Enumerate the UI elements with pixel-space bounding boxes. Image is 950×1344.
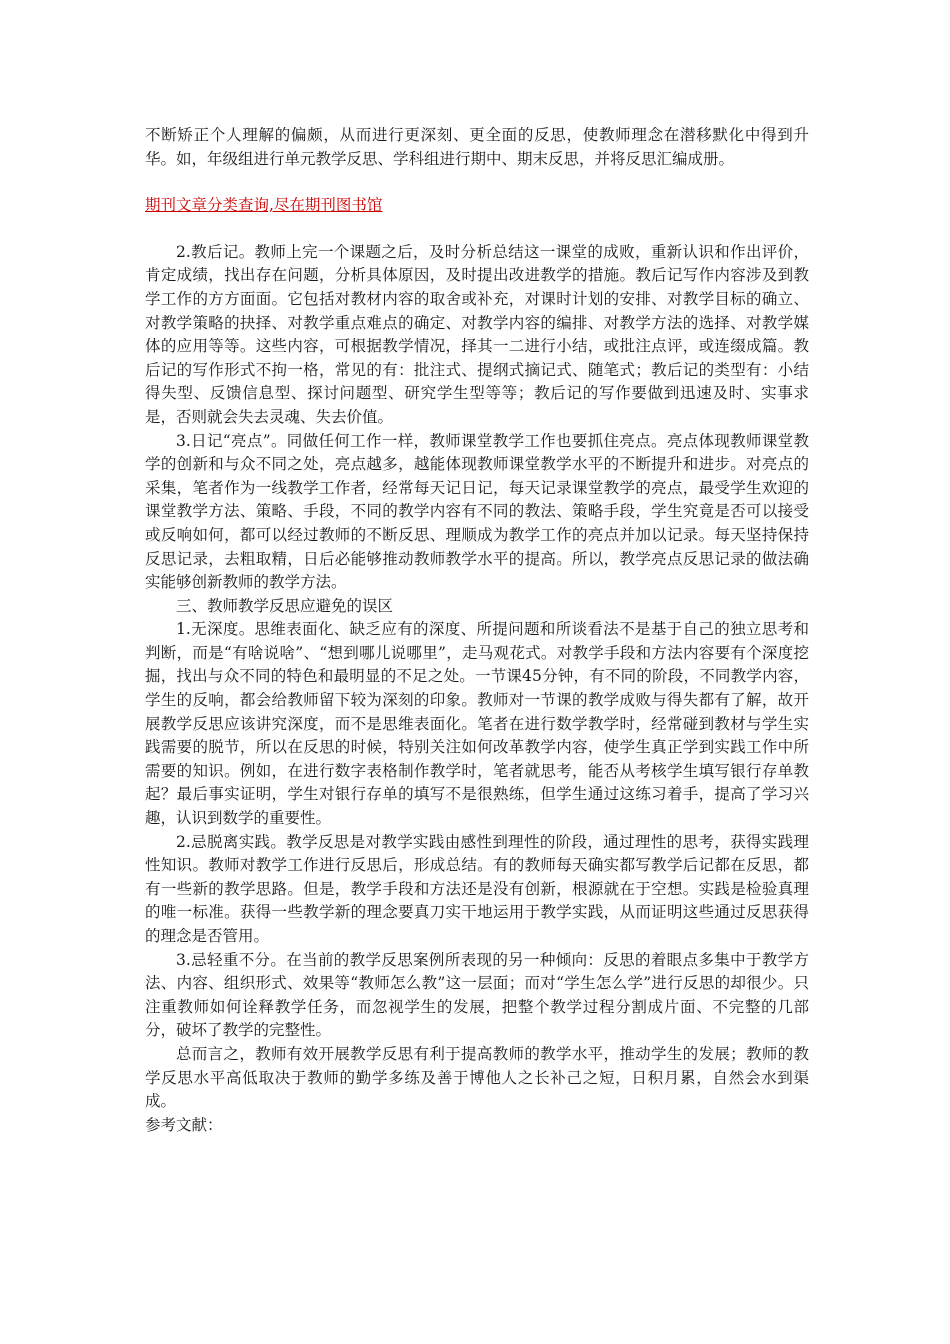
spacer (145, 171, 809, 194)
intro-paragraph: 不断矫正个人理解的偏颇，从而进行更深刻、更全面的反思，使教师理念在潜移默化中得到升华。如，年级组进行单元教学反思、学科组进行期中、期末反思，并将反思汇编成册。 (145, 126, 809, 168)
section-heading-misconceptions: 三、教师教学反思应避免的误区 (176, 596, 394, 615)
references-heading: 参考文献： (145, 1115, 223, 1134)
paragraph-no-depth: 1.无深度。思维表面化、缺乏应有的深度、所提问题和所谈看法不是基于自己的独立思考和判断，而是“有啥说啥”、“想到哪儿说哪里”，走马观花式。对教学手段和方法内容要有个深度挖掘，找出与众不同的特色和最明显的不足之处。一节课45分钟，有不同的阶段，不同教学内容，学生的反响，都会给教师留下较为深刻的印象。教师对一节课的教学成败与得失都有了解，故开展教学反思应该讲究深度，而不是思维表面化。笔者在进行数学教学时，经常碰到教材与学生实践需要的脱节，所以在反思的时候，特别关注如何改革教学内容，使学生真正学到实践工作中所需要的知识。例如，在进行数字表格制作教学时，笔者就思考，能否从考核学生填写银行存单教起？最后事实证明，学生对银行存单的填写不是很熟练，但学生通过这练习着手，提高了学习兴趣，认识到数学的重要性。 (145, 620, 809, 828)
journal-promo-link[interactable]: 期刊文章分类查询,尽在期刊图书馆 (145, 196, 383, 215)
paragraph-avoid-detachment: 2.忌脱离实践。教学反思是对教学实践由感性到理性的阶段，通过理性的思考，获得实践理性知识。教师对教学工作进行反思后，形成总结。有的教师每天确实都写教学后记都在反思，都有一些新的教学思路。但是，教学手段和方法还是没有创新，根源就在于空想。实践是检验真理的唯一标准。获得一些教学新的理念要真刀实干地运用于教学实践，从而证明这些通过反思获得的理念是否管用。 (145, 832, 809, 945)
paragraph-post-lesson-notes: 2.教后记。教师上完一个课题之后，及时分析总结这一课堂的成败，重新认识和作出评价，肯定成绩，找出存在问题，分析具体原因，及时提出改进教学的措施。教后记写作内容涉及到教学工作的方方面面。它包括对教材内容的取舍或补充，对课时计划的安排、对教学目标的确立、对教学策略的抉择、对教学重点难点的确定、对教学内容的编排、对教学方法的选择、对教学媒体的应用等等。这些内容，可根据教学情况，择其一二进行小结，或批注点评，或连缀成篇。教后记的写作形式不拘一格，常见的有：批注式、提纲式摘记式、随笔式；教后记的类型有：小结得失型、反馈信息型、探讨问题型、研究学生型等等；教后记的写作要做到迅速及时、实事求是，否则就会失去灵魂、失去价值。 (145, 242, 809, 426)
paragraph-avoid-imbalance: 3.忌轻重不分。在当前的教学反思案例所表现的另一种倾向：反思的着眼点多集中于教学方法、内容、组织形式、效果等“教师怎么教”这一层面；而对“学生怎么学”进行反思的却很少。只注重教师如何诠释教学任务，而忽视学生的发展，把整个教学过程分割成片面、不完整的几部分，破坏了教学的完整性。 (145, 950, 809, 1040)
spacer (145, 218, 809, 241)
paragraph-conclusion: 总而言之，教师有效开展教学反思有利于提高教师的教学水平，推动学生的发展；教师的教学反思水平高低取决于教师的勤学多练及善于博他人之长补己之短，日积月累，自然会水到渠成。 (145, 1044, 809, 1111)
paragraph-highlight-diary: 3.日记“亮点”。同做任何工作一样，教师课堂教学工作也要抓住亮点。亮点体现教师课堂教学的创新和与众不同之处，亮点越多，越能体现教师课堂教学水平的不断提升和进步。对亮点的采集，笔者作为一线教学工作者，经常每天记日记，每天记录课堂教学的亮点，最受学生欢迎的课堂教学方法、策略、手段，不同的教学内容有不同的教法、策略手段，学生究竟是否可以接受或反响如何，都可以经过教师的不断反思、理顺成为教学工作的亮点并加以记录。每天坚持保持反思记录，去粗取精，日后必能够推动教师教学水平的提高。所以，教学亮点反思记录的做法确实能够创新教师的教学方法。 (145, 431, 809, 592)
document-body (145, 124, 809, 1137)
